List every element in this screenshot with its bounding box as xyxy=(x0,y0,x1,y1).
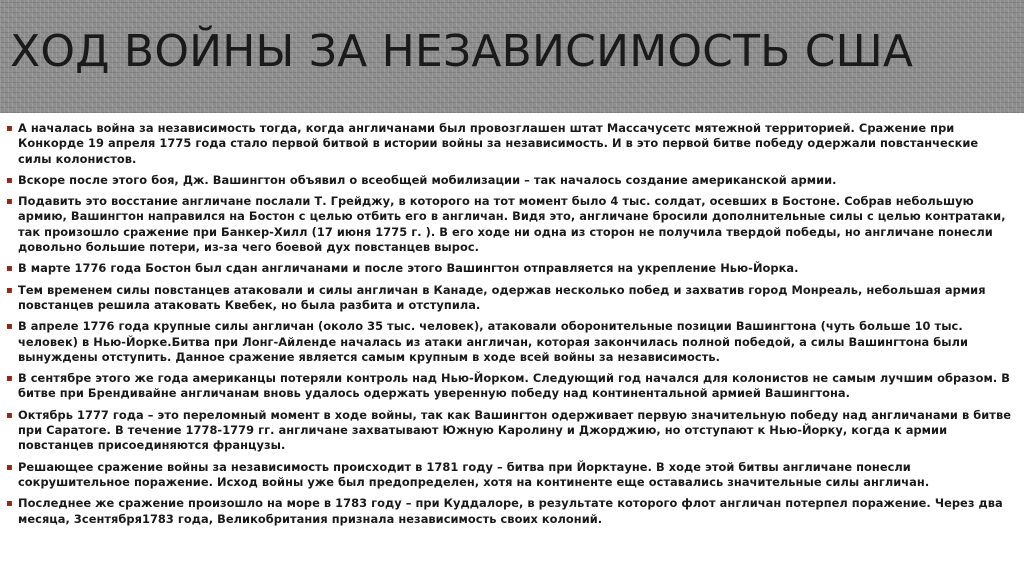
title-banner xyxy=(0,0,1024,113)
square-bullet-icon: ▪ xyxy=(6,123,13,134)
square-bullet-icon: ▪ xyxy=(6,174,13,186)
slide-title: ХОД ВОЙНЫ ЗА НЕЗАВИСИМОСТЬ США xyxy=(10,26,914,77)
square-bullet-icon: ▪ xyxy=(6,196,13,208)
bullet-item xyxy=(6,173,1014,188)
square-bullet-icon: ▪ xyxy=(6,284,13,296)
bullet-text: Октябрь 1777 года – это переломный момент в ходе войны, так как Вашингтон одерживает первую значительную победу над англичанами в битве при Саратоге. В течение 1778-1779 гг. англичане захватывают Южную Каролину и Джорджию, но отступают к Нью-Йорку, когда к армии повстанцев присоединяются французы. xyxy=(18,407,1011,453)
square-bullet-icon: ▪ xyxy=(6,409,13,421)
bullet-item xyxy=(6,460,1014,491)
bullet-item xyxy=(6,261,1014,276)
bullet-text: В марте 1776 года Бостон был сдан англичанами и после этого Вашингтон отправляется на укрепление Нью-Йорка. xyxy=(18,261,799,276)
bullet-item xyxy=(6,408,1014,454)
bullet-item xyxy=(6,319,1014,365)
square-bullet-icon: ▪ xyxy=(6,461,13,473)
square-bullet-icon: ▪ xyxy=(6,373,13,385)
square-bullet-icon: ▪ xyxy=(6,263,13,275)
bullet-text: Вскоре после этого боя, Дж. Вашингтон объявил о всеобщей мобилизации – так началось создание американской армии. xyxy=(18,172,837,187)
bullet-text: Подавить это восстание англичане послали Т. Грейджу, в которого на тот момент было 4 тыс. солдат, осевших в Бостоне. Собрав небольшую армию, Вашингтон направился на Бостон с целью отбить его в англичан. Видя это, англичане бросили дополнительные силы с целью контратаки, так произошло сражение при Банкер-Хилл (17 июня 1775 г. ). В его ходе ни одна из сторон не получила твердой победы, но англичане понесли довольно большие потери, из-за чего боевой дух повстанцев вырос. xyxy=(18,194,1006,255)
square-bullet-icon: ▪ xyxy=(6,321,13,333)
bullet-item xyxy=(6,283,1014,314)
bullet-text: В апреле 1776 года крупные силы англичан (около 35 тыс. человек), атаковали оборонительные позиции Вашингтона (чуть больше 10 тыс. человек) в Нью-Йорке.Битва при Лонг-Айленде началась из атаки англичан, которая закончилась полной победой, а силы Вашингтона были вынуждены отступить. Данное сражение является самым крупным в ходе всей войны за независимость. xyxy=(18,319,969,364)
bullet-item xyxy=(6,194,1014,255)
bullet-item xyxy=(6,371,1014,402)
bullet-list xyxy=(6,121,1014,533)
bullet-text: Последнее же сражение произошло на море в 1783 году – при Куддалоре, в результате которого флот англичан потерпел поражение. Через два месяца, 3сентября1783 года, Великобритания признала независимость своих колоний. xyxy=(18,496,1003,526)
bullet-text: В сентябре этого же года американцы потеряли контроль над Нью-Йорком. Следующий год начался для колонистов не самым лучшим образом. В битве при Брендивайне англичанам вновь удалось одержать уверенную победу над континентальной армией Вашингтона. xyxy=(18,371,1010,401)
slide-content xyxy=(0,113,1024,576)
bullet-item xyxy=(6,121,1014,167)
square-bullet-icon: ▪ xyxy=(6,498,13,510)
bullet-text: Решающее сражение войны за независимость происходит в 1781 году – битва при Йорктауне. В ходе этой битвы англичане понесли сокрушительное поражение. Исход войны уже был предопределен, хотя на континенте еще оставались значительные силы англичан. xyxy=(18,459,930,489)
bullet-text: Тем временем силы повстанцев атаковали и силы англичан в Канаде, одержав несколько побед и захватив город Монреаль, небольшая армия повстанцев решила атаковать Квебек, но была разбита и отступила. xyxy=(18,282,986,312)
bullet-text: А началась война за независимость тогда, когда англичанами был провозглашен штат Массачусетс мятежной территорией. Сражение при Конкорде 19 апреля 1775 года стало первой битвой в истории войны за независимость. И в это первой битве победу одержали повстанческие силы колонистов. xyxy=(18,121,979,166)
bullet-item xyxy=(6,496,1014,527)
